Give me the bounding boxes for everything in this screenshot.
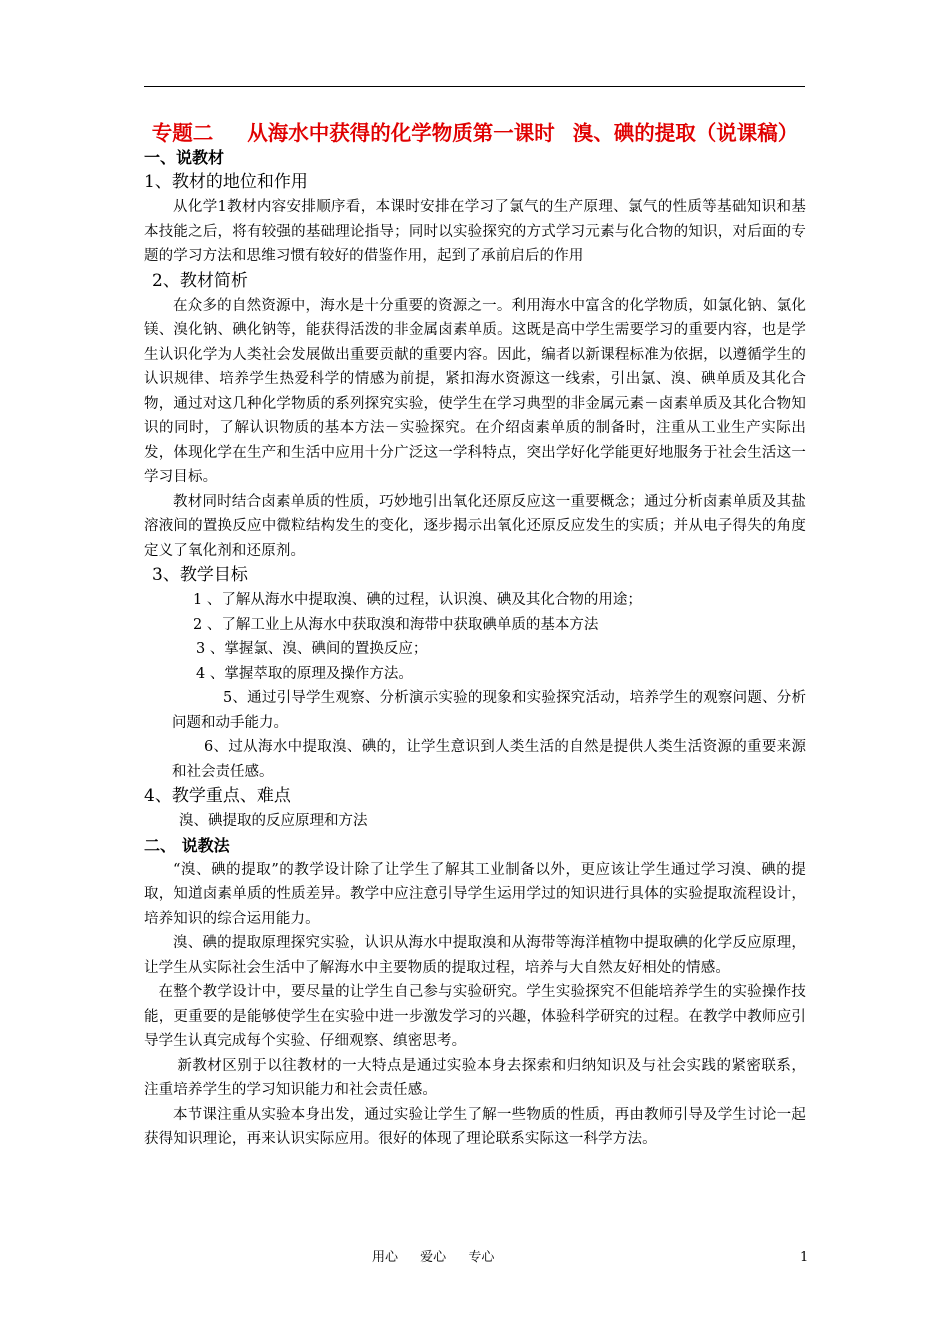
paragraph-key-points: 溴、碘提取的反应原理和方法 — [179, 813, 368, 829]
goal-item: 6、过从海水中提取溴、碘的，让学生意识到人类生活的自然是提供人类生活资源的重要来源和社会责任感。 — [172, 739, 806, 780]
footer-word: 专心 — [468, 1250, 495, 1265]
paragraph-methods-2: 溴、碘的提取原理探究实验，认识从海水中提取溴和从海带等海洋植物中提取碘的化学反应原理，让学生从实际社会生活中了解海水中主要物质的提取过程，培养与大自然友好相处的情感。 — [144, 935, 806, 976]
goal-item: 2 、了解工业上从海水中获取溴和海带中获取碘单质的基本方法 — [193, 616, 599, 633]
goal-item: 5、通过引导学生观察、分析演示实验的现象和实验探究活动，培养学生的观察问题、分析问题和动手能力。 — [172, 690, 806, 731]
goal-item: 3 、掌握氯、溴、碘间的置换反应； — [196, 641, 428, 657]
title-topic: 专题二 — [151, 121, 214, 145]
header-rule — [144, 86, 805, 87]
title-lesson: 从海水中获得的化学物质第一课时 — [247, 121, 555, 145]
paragraph-methods-1: “溴、碘的提取”的教学设计除了让学生了解其工业制备以外，更应该让学生通过学习溴、碘的提取，知道卤素单质的性质差异。教学中应注意引导学生运用学过的知识进行具体的实验提取流程设计，培养知识的综合运用能力。 — [144, 861, 806, 927]
subheading-goals: 3、教学目标 — [152, 565, 248, 585]
title-subject: 溴、碘的提取（说课稿） — [572, 121, 799, 145]
paragraph-status: 从化学1教材内容安排顺序看，本课时安排在学习了氯气的生产原理、氯气的性质等基础知识和基本技能之后，将有较强的基础理论指导；同时以实验探究的方式学习元素与化合物的知识，对后面的专题的学习方法和思维习惯有较好的借鉴作用，起到了承前启后的作用 — [144, 199, 806, 264]
paragraph-methods-3: 在整个教学设计中，要尽量的让学生自己参与实验研究。学生实验探究不但能培养学生的实验操作技能，更重要的是能够使学生在实验中进一步激发学习的兴趣，体验科学研究的过程。在教学中教师应引导学生认真完成每个实验、仔细观察、缜密思考。 — [144, 984, 806, 1049]
subheading-analysis: 2、教材简析 — [152, 270, 248, 291]
goal-item: 4 、掌握萃取的原理及操作方法。 — [196, 665, 413, 682]
document-title — [144, 120, 806, 146]
footer-word: 用心 — [372, 1250, 399, 1265]
footer-word: 爱心 — [420, 1250, 447, 1265]
paragraph-analysis-1: 在众多的自然资源中，海水是十分重要的资源之一。利用海水中富含的化学物质，如氯化钠、氯化镁、溴化钠、碘化钠等，能获得活泼的非金属卤素单质。这既是高中学生需要学习的重要内容，也是学生认识化学为人类社会发展做出重要贡献的重要内容。因此，编者以新课程标准为依据，以遵循学生的认识规律、培养学生热爱科学的情感为前提，紧扣海水资源这一线索，引出氯、溴、碘单质及其化合物，通过对这几种化学物质的系列探究实验，使学生在学习典型的非金属元素－卤素单质及其化合物知识的同时，了解认识物质的基本方法－实验探究。在介绍卤素单质的制备时，注重从工业生产实际出发，体现化学在生产和生活中应用十分广泛这一学科特点，突出学好化学能更好地服务于社会生活这一学习目标。 — [144, 297, 806, 485]
subheading-key-points: 4、教学重点、难点 — [144, 786, 291, 806]
page-number: 1 — [800, 1250, 809, 1265]
goal-item: 1 、了解从海水中提取溴、碘的过程，认识溴、碘及其化合物的用途； — [193, 592, 642, 608]
section-heading-textbook: 一、说教材 — [144, 148, 225, 167]
footer-motto — [372, 1250, 512, 1266]
section-heading-methods: 二、 说教法 — [144, 835, 230, 855]
paragraph-methods-5: 本节课注重从实验本身出发，通过实验让学生了解一些物质的性质，再由教师引导及学生讨论一起获得知识理论，再来认识实际应用。很好的体现了理论联系实际这一科学方法。 — [144, 1106, 806, 1147]
paragraph-analysis-2: 教材同时结合卤素单质的性质，巧妙地引出氧化还原反应这一重要概念；通过分析卤素单质及其盐溶液间的置换反应中微粒结构发生的变化，逐步揭示出氧化还原反应发生的实质；并从电子得失的角度定义了氧化剂和还原剂。 — [144, 493, 806, 559]
document-body — [144, 120, 806, 1152]
subheading-status: 1、教材的地位和作用 — [144, 172, 308, 192]
paragraph-methods-4: 新教材区别于以往教材的一大特点是通过实验本身去探索和归纳知识及与社会实践的紧密联系，注重培养学生的学习知识能力和社会责任感。 — [144, 1057, 806, 1098]
